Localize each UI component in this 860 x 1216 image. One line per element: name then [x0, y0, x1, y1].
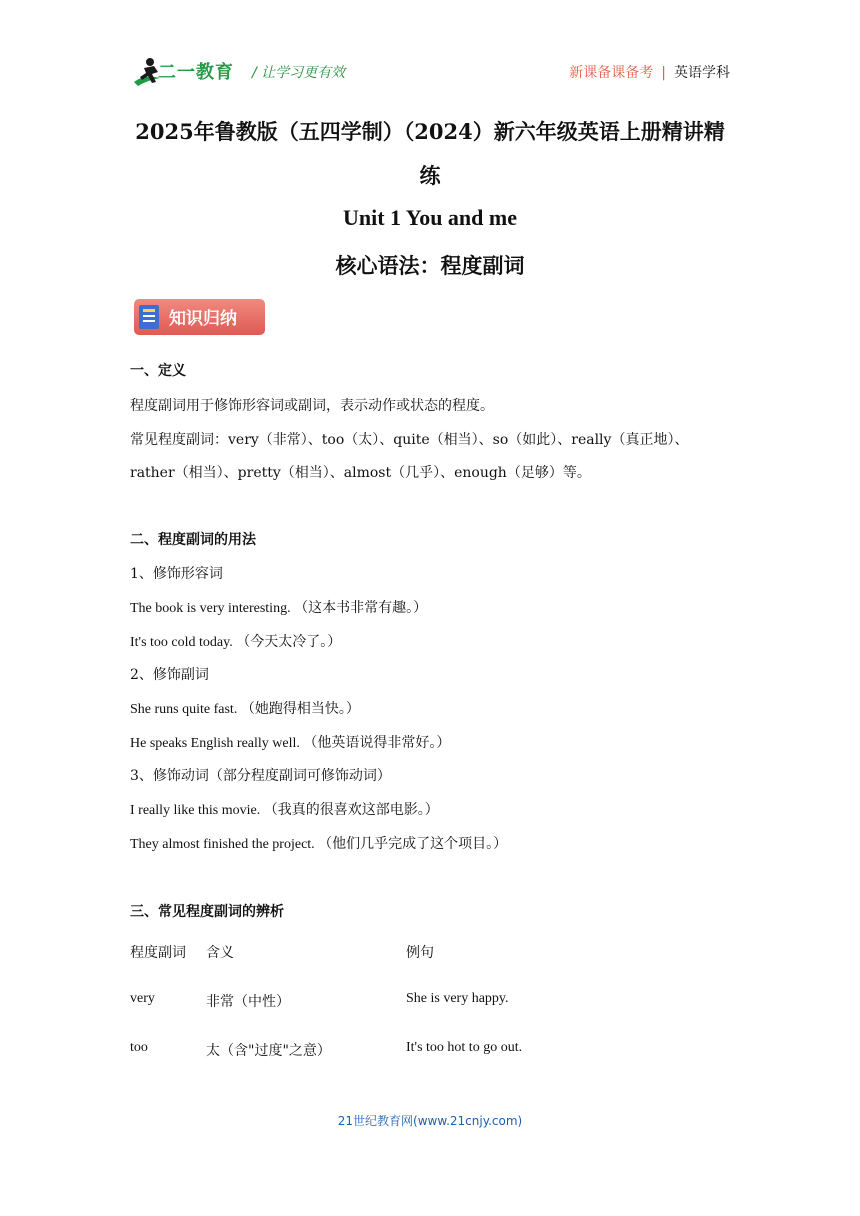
section-2-heading: 二、程度副词的用法 — [130, 532, 256, 548]
doc-title-line2: 练 — [419, 163, 441, 188]
badge-label: 知识归纳 — [169, 309, 237, 329]
header-separator: | — [661, 65, 666, 81]
usage-sub-1: 1、修饰形容词 — [130, 566, 223, 582]
example-5: I really like this movie. （我真的很喜欢这部电影。） — [130, 803, 439, 818]
page-footer[interactable]: 21世纪教育网(www.21cnjy.com) — [337, 1114, 523, 1128]
section-1-heading: 一、定义 — [130, 363, 186, 379]
unit-title: Unit 1 You and me — [343, 205, 517, 230]
table-cell-meaning: 太（含"过度"之意） — [206, 1043, 331, 1059]
example-3: She runs quite fast. （她跑得相当快。） — [130, 702, 360, 717]
knowledge-summary-badge — [133, 298, 266, 336]
section-3-heading: 三、常见程度副词的辨析 — [130, 904, 284, 920]
table-cell-example: She is very happy. — [406, 991, 509, 1006]
example-1: The book is very interesting. （这本书非常有趣。） — [130, 601, 428, 616]
table-header-meaning: 含义 — [206, 945, 234, 961]
header-tag-prep: 新课备课备考 — [569, 65, 654, 81]
usage-sub-2: 2、修饰副词 — [130, 667, 209, 683]
table-cell-adverb: very — [130, 991, 155, 1006]
table-header-adverb: 程度副词 — [130, 945, 186, 961]
table-header-example: 例句 — [406, 945, 434, 961]
grammar-title: 核心语法：程度副词 — [335, 253, 525, 278]
doc-title-line1: 2025年鲁教版（五四学制）（2024）新六年级英语上册精讲精 — [135, 119, 725, 144]
example-4: He speaks English really well. （他英语说得非常好。） — [130, 736, 451, 751]
usage-sub-3: 3、修饰动词（部分程度副词可修饰动词） — [130, 768, 391, 784]
table-cell-adverb: too — [130, 1040, 148, 1055]
slogan: / 让学习更有效 — [252, 65, 346, 81]
example-6: They almost finished the project. （他们几乎完成了这个项目。） — [130, 837, 508, 852]
header-subject: 英语学科 — [674, 65, 730, 81]
logo-text: 二一教育 — [158, 62, 234, 83]
definition-text: 程度副词用于修饰形容词或副词，表示动作或状态的程度。 — [130, 398, 494, 414]
common-adverbs-line2: rather（相当）、pretty（相当）、almost（几乎）、enough（足够）等。 — [130, 465, 591, 481]
table-cell-example: It's too hot to go out. — [406, 1040, 523, 1055]
header-right — [569, 62, 730, 82]
example-2: It's too cold today. （今天太冷了。） — [130, 635, 342, 650]
page-header — [130, 52, 730, 92]
table-cell-meaning: 非常（中性） — [206, 994, 290, 1010]
common-adverbs-line1: 常见程度副词：very（非常）、too（太）、quite（相当）、so（如此）、really（真正地）、 — [130, 432, 689, 448]
